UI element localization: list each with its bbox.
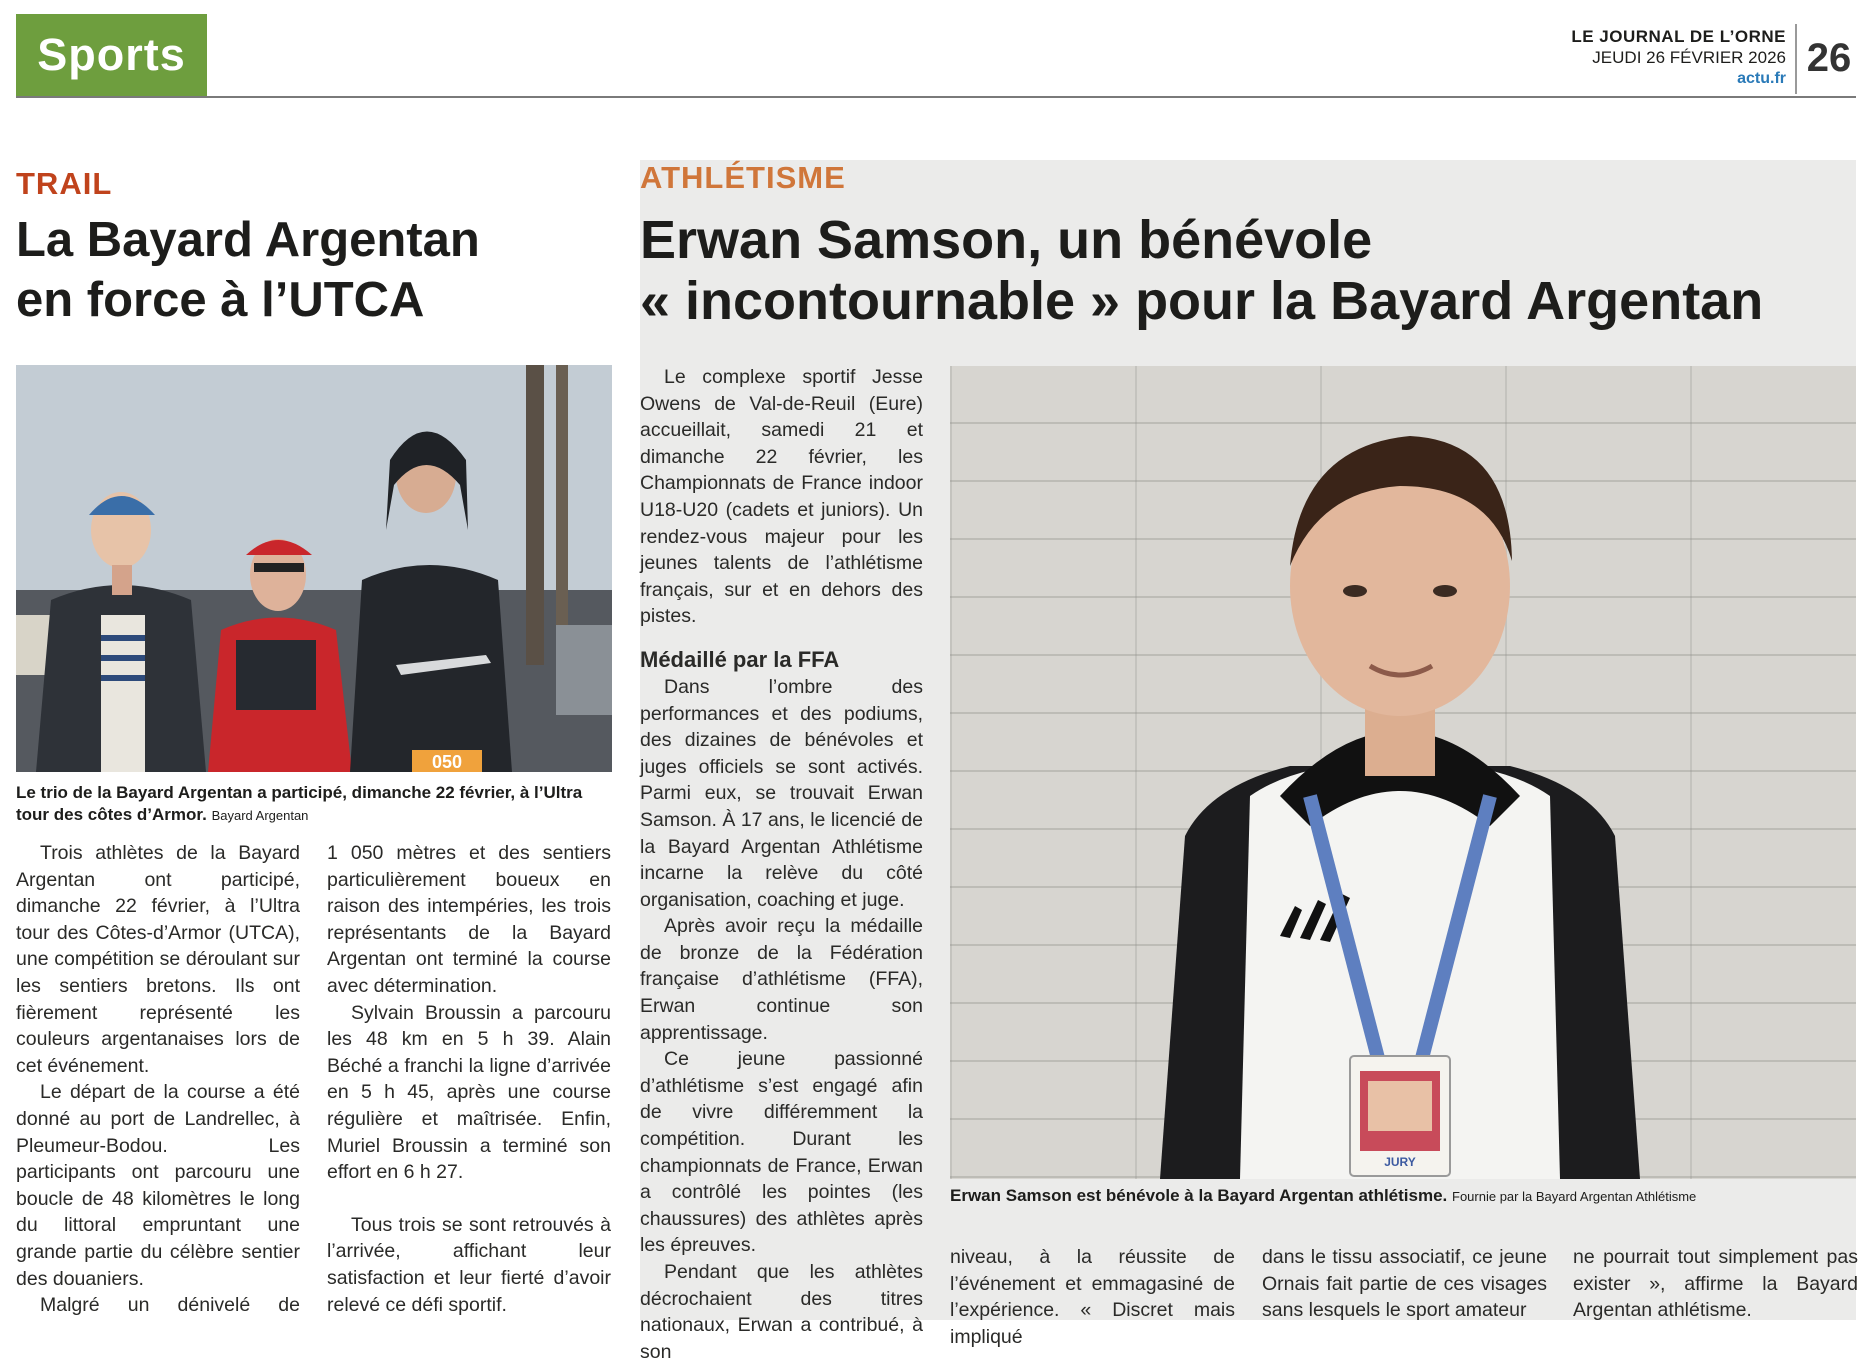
- athletisme-column-4: [1573, 1244, 1858, 1324]
- trail-headline-line1: La Bayard Argentan: [16, 213, 480, 267]
- bib-number: 050: [431, 752, 463, 772]
- trail-caption-text: Le trio de la Bayard Argentan a participé, dimanche 22 février, à l’Ultra tour des côtes d’Armor.: [16, 783, 583, 824]
- athletisme-headline-line1: Erwan Samson, un bénévole: [640, 210, 1373, 270]
- trail-runners-photo: [16, 365, 612, 772]
- masthead: [1340, 26, 1786, 89]
- newspaper-name: LE JOURNAL DE L’ORNE: [1571, 27, 1786, 46]
- athletisme-paragraph: ne pourrait tout simplement pas exister », affirme la Bayard Argentan athlétisme.: [1573, 1246, 1858, 1322]
- athletisme-paragraph: niveau, à la réussite de l’événement et emmagasiné de l’expérience. « Discret mais impliqué: [950, 1246, 1235, 1348]
- trail-paragraph: Sylvain Broussin a parcouru les 48 km en 5 h 39. Alain Béché a franchi la ligne d’arrivée en 5 h 45, après une course régulière et maîtrisée. Enfin, Muriel Broussin a terminé son effort en 6 h 27.: [327, 1001, 611, 1184]
- athletisme-headline: [640, 210, 1860, 332]
- trail-paragraph: Le départ de la course a été donné au port de Landrellec, à Pleumeur-Bodou. Les participants ont parcouru une boucle de 48 kilomètres le long du littoral empruntant une grande partie du célèbre sentier des douaniers.: [16, 1081, 300, 1290]
- athletisme-column-2: [950, 1244, 1235, 1350]
- section-tab: Sports: [16, 14, 207, 96]
- athletisme-kicker: ATHLÉTISME: [640, 160, 846, 195]
- badge-label: JURY: [1384, 1155, 1416, 1169]
- website-link[interactable]: actu.fr: [1737, 70, 1786, 87]
- trail-kicker: TRAIL: [16, 166, 113, 201]
- athletisme-paragraph: Ce jeune passionné d’athlétisme s’est engagé afin de vivre différemment la compétition. Durant les championnats de France, Erwan a contrôlé les pointes (les chaussures) des athlètes après les épreuves.: [640, 1048, 923, 1257]
- issue-date: JEUDI 26 FÉVRIER 2026: [1592, 48, 1786, 67]
- trail-paragraph: 1 050 mètres et des sentiers particulièrement boueux en raison des intempéries, les trois représentants de la Bayard Argentan ont terminé la course avec détermination.: [327, 842, 611, 997]
- page-number: 26: [1806, 36, 1852, 80]
- athletisme-paragraph: Dans l’ombre des performances et des podiums, des dizaines de bénévoles et juges officiels se sont activés. Parmi eux, se trouvait Erwan Samson. À 17 ans, le licencié de la Bayard Argentan Athlétisme incarne la relève du côté organisation, coaching et juge.: [640, 675, 923, 911]
- trail-column-1: [16, 840, 300, 1319]
- trail-paragraph: Tous trois se sont retrouvés à l’arrivée, affichant leur satisfaction et leur fierté d’avoir relevé ce défi sportif.: [327, 1213, 611, 1316]
- trail-paragraph: Malgré un dénivelé de: [40, 1294, 300, 1317]
- volunteer-portrait-illustration: [950, 366, 1856, 1179]
- athletisme-column-1: [640, 364, 923, 1365]
- trail-photo-caption: [16, 782, 616, 827]
- header-rule: [16, 96, 1856, 98]
- athletisme-paragraph: Après avoir reçu la médaille de bronze de la Fédération française d’athlétisme (FFA), Erwan continue son apprentissage.: [640, 915, 923, 1044]
- athletisme-paragraph: dans le tissu associatif, ce jeune Ornais fait partie de ces visages sans lesquels le sport amateur: [1262, 1246, 1547, 1322]
- trail-headline-line2: en force à l’UTCA: [16, 273, 425, 327]
- athletisme-headline-line2: « incontournable » pour la Bayard Argentan: [640, 271, 1764, 331]
- athletisme-caption-text: Erwan Samson est bénévole à la Bayard Argentan athlétisme.: [950, 1186, 1448, 1205]
- trail-column-2: [327, 840, 611, 1318]
- erwan-samson-photo: [950, 366, 1856, 1179]
- trail-headline: [16, 210, 616, 330]
- trail-paragraph: Trois athlètes de la Bayard Argentan ont participé, dimanche 22 février, à l’Ultra tour des Côtes-d’Armor (UTCA), une compétition se déroulant sur les sentiers bretons. Ils ont fièrement représenté les couleurs argentanaises lors de cet événement.: [16, 842, 300, 1077]
- athletisme-subhead: Médaillé par la FFA: [640, 646, 840, 672]
- athletisme-photo-credit: Fournie par la Bayard Argentan Athlétisme: [1452, 1189, 1697, 1204]
- athletisme-intro: Le complexe sportif Jesse Owens de Val-de-Reuil (Eure) accueillait, samedi 21 et dimanche 22 février, les Championnats de France indoor U18-U20 (cadets et juniors). Un rendez-vous majeur pour les jeunes talents de l’athlétisme français, sur et en dehors des pistes.: [640, 366, 923, 628]
- athletisme-column-3: [1262, 1244, 1547, 1324]
- page-number-divider: [1795, 24, 1797, 94]
- trail-runners-illustration: [16, 365, 612, 772]
- athletisme-photo-caption: [950, 1185, 1856, 1208]
- athletisme-paragraph: Pendant que les athlètes décrochaient des titres nationaux, Erwan a contribué, à son: [640, 1261, 923, 1363]
- trail-photo-credit: Bayard Argentan: [211, 808, 309, 823]
